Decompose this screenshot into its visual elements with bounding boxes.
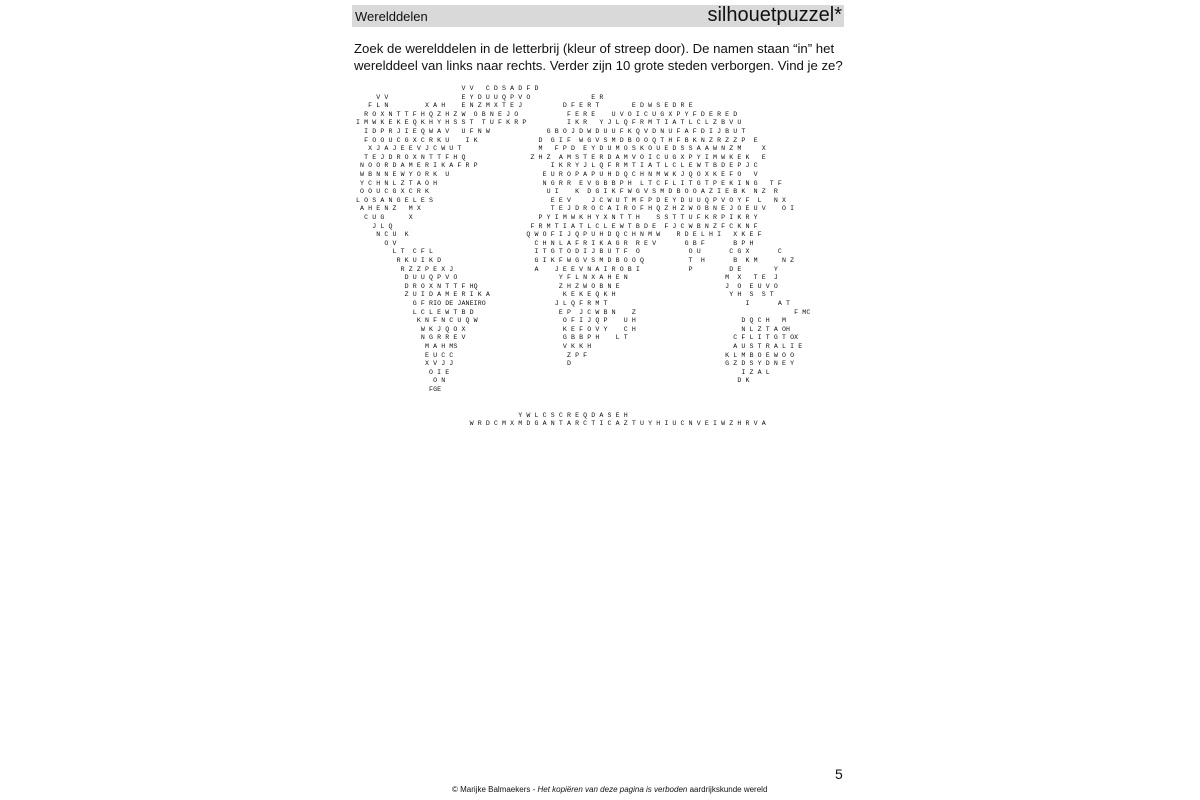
puzzle-row: FGE bbox=[356, 386, 442, 393]
puzzle-row: D R O X N T T F HQ Z H Z W O B N E J O E U V O bbox=[356, 282, 778, 290]
footer-copyright: © Marijke Balmaekers bbox=[452, 785, 531, 794]
section-title: Werelddelen bbox=[355, 9, 428, 24]
puzzle-row: Y W L C S C R E Q D A S E H bbox=[356, 411, 628, 419]
puzzle-row: C U G X P Y I M W K H Y X N T T H S S T T U F K R P I K R Y bbox=[356, 214, 758, 221]
puzzle-row: Y C H N L Z T A O H N G R R E V G B B P H L T C F L I T G T P E K I N G T F bbox=[356, 179, 782, 187]
puzzle-row: I M W K E K E Q K H Y H S S T T U F K R P I K R Y J L Q F R M T I A T L C L Z B V U bbox=[356, 119, 742, 127]
puzzle-row: R Z Z P E X J A J E E V N A I R O B I P D E Y bbox=[356, 265, 778, 273]
puzzle-row: F L N X A H E N Z M X T E J D F E R T E D W S E D R E bbox=[356, 102, 693, 110]
puzzle-row: O N D K bbox=[356, 377, 750, 385]
puzzle-row: X V J J D G Z D S Y D N E Y bbox=[356, 360, 795, 368]
instructions-line-1: Zoek de werelddelen in de letterbrij (kleur of streep door). De namen staan “in” het bbox=[354, 41, 835, 56]
instructions bbox=[354, 40, 849, 74]
puzzle-row: K N F N C U Q W O F I J Q P U H D Q C H M bbox=[356, 317, 787, 325]
puzzle-row: W K J Q O X K E F O V Y C H N L Z T A OH bbox=[356, 325, 791, 333]
puzzle-row: J L Q F R M T I A T L C L E W T B D E F J C W B N Z F C K N F bbox=[356, 222, 758, 230]
puzzle-row: W B N N E W Y O R K U E U R O P A P U H D Q C H N M W K J Q O X K E F O V bbox=[356, 171, 758, 178]
puzzle-row: G F RIO DE JANEIRO J L Q F R M T I A T bbox=[356, 300, 791, 307]
puzzle-row: R K U I K D G I K F W G V S M D B O O Q T H B K M N Z bbox=[356, 257, 795, 264]
puzzle-row: M A H MS V K K H A U S T R A L I E bbox=[356, 343, 803, 350]
puzzle-row: D U U Q P V O Y F L N X A H E N M X T E J bbox=[356, 274, 778, 282]
puzzle-row: N O O R D A M E R I K A F R P I K R Y J L Q F R M T I A T L C L E W T B D E P J C bbox=[356, 162, 758, 170]
puzzle-row: E U C C Z P F K L M B O E W O O bbox=[356, 351, 795, 359]
instructions-line-2: werelddeel van links naar rechts. Verder zijn 10 grote steden verborgen. Vind je ze? bbox=[354, 58, 843, 73]
puzzle-row: X J A J E E V J C W U T M F P D E Y D U M O S K O U E D S S A A W N Z M X bbox=[356, 145, 766, 153]
puzzle-row: I D P R J I E Q W A V U F N W G B O J D W D U U F K Q V D N U F A F D I J B U T bbox=[356, 128, 746, 135]
puzzle-row: O V C H N L A F R I K A G R R E V G B F B P H bbox=[356, 239, 754, 247]
puzzle-row: L T C F L I T G T O D I J B U T F O O U C G X C bbox=[356, 248, 782, 256]
page-number: 5 bbox=[835, 766, 843, 782]
puzzle-row: W R D C M X M D G A N T A R C T I C A Z T U Y H I U C N V E I W Z H R V A bbox=[356, 420, 766, 428]
puzzle-row: R O X N T T F H Q Z H Z W O B N E J O F E R E U V O I C U G X P Y F D E R E D bbox=[356, 110, 738, 118]
puzzle-row: F O O U C G X C R K U I K D G I F W G V S M D B O O Q T H F B K N Z R Z Z P E bbox=[356, 136, 758, 144]
puzzle-row: N C U K Q W O F I J Q P U H D Q C H N M W R D E L H I X K E F bbox=[356, 231, 762, 239]
puzzle-row: L C L E W T B D E P J C W B N Z F MC bbox=[356, 308, 811, 316]
header-bar bbox=[352, 5, 844, 27]
footer-copy-notice: - Het kopiëren van deze pagina is verboden bbox=[530, 785, 688, 794]
puzzle-row: N G R R E V G B B P H L T C F L I T G T OX bbox=[356, 334, 799, 342]
puzzle-row: L O S A N G E L E S E E V J C W U T M F P D E Y D U U Q P V O Y F L N X bbox=[356, 196, 787, 204]
puzzle-type-title: silhouetpuzzel* bbox=[707, 4, 842, 26]
puzzle-row: V V E Y D U U Q P V O E R bbox=[356, 93, 604, 101]
footer-subject: aardrijkskunde wereld bbox=[687, 785, 768, 794]
footer bbox=[452, 785, 767, 794]
puzzle-row: O I E I Z A L bbox=[356, 368, 770, 376]
puzzle-row: A H E N Z M X T E J D R O C A I R O F H Q Z H Z W O B N E J O E U V O I bbox=[356, 205, 795, 213]
puzzle-row: O O U C G X C R K U I K D G I K F W G V S M D B O O A Z I E B K N Z R bbox=[356, 188, 778, 196]
letter-grid-puzzle bbox=[356, 85, 846, 445]
puzzle-row: T E J D R O X N T T F H Q Z H Z A M S T E R D A M V O I C U G X P Y I M W K E K E bbox=[356, 153, 766, 161]
puzzle-row: Z U I D A M E R I K A K E K E Q K H Y H S S T bbox=[356, 291, 774, 299]
puzzle-row: V V C D S A D F D bbox=[356, 85, 539, 92]
